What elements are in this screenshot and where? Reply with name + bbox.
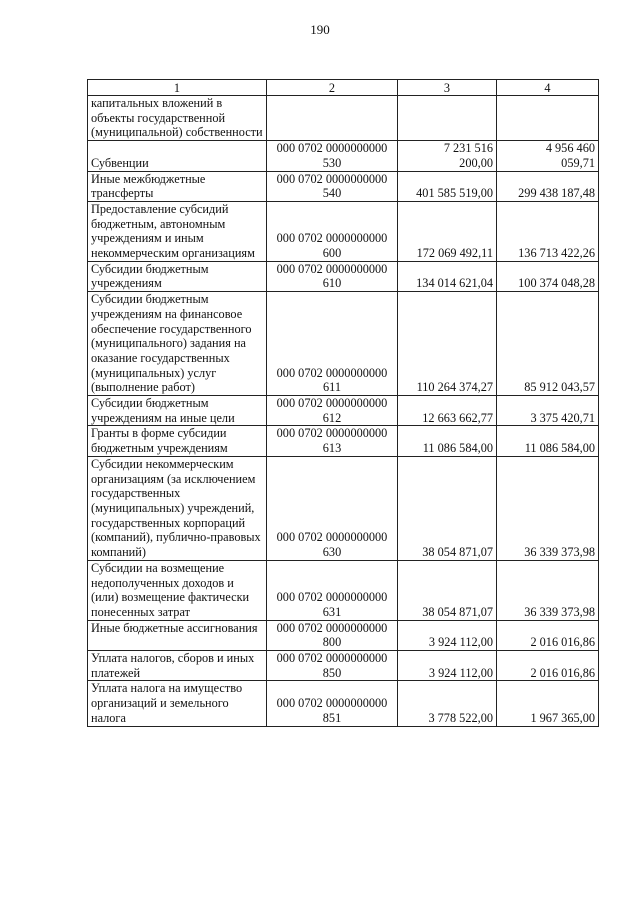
row-value-col3: 110 264 374,27 xyxy=(398,292,497,396)
table-row xyxy=(88,560,599,620)
row-value-col4: 136 713 422,26 xyxy=(497,201,599,261)
row-value-col4 xyxy=(497,141,599,171)
row-value-col3: 11 086 584,00 xyxy=(398,426,497,456)
row-code: 000 0702 0000000000 540 xyxy=(267,171,398,201)
table-row xyxy=(88,651,599,681)
row-value-col3: 38 054 871,07 xyxy=(398,560,497,620)
budget-table xyxy=(87,79,599,727)
row-name: Предоставление субсидий бюджетным, автономным учреждениям и иным некоммерческим организациям xyxy=(88,201,267,261)
row-code xyxy=(267,96,398,141)
row-value-col4: 2 016 016,86 xyxy=(497,620,599,650)
row-name: Гранты в форме субсидии бюджетным учреждениям xyxy=(88,426,267,456)
row-name: Субсидии бюджетным учреждениям на иные цели xyxy=(88,396,267,426)
row-code: 000 0702 0000000000 850 xyxy=(267,651,398,681)
row-name: Иные межбюджетные трансферты xyxy=(88,171,267,201)
table-row xyxy=(88,96,599,141)
row-value-col4: 100 374 048,28 xyxy=(497,261,599,291)
row-value-col4: 2 016 016,86 xyxy=(497,651,599,681)
row-name: Уплата налога на имущество организаций и земельного налога xyxy=(88,681,267,726)
row-name: Субсидии бюджетным учреждениям xyxy=(88,261,267,291)
table-header-row xyxy=(88,80,599,96)
row-value-col3: 401 585 519,00 xyxy=(398,171,497,201)
row-name: Субсидии на возмещение недополученных доходов и (или) возмещение фактически понесенных затрат xyxy=(88,560,267,620)
column-header-1: 1 xyxy=(88,80,267,96)
row-value-col4 xyxy=(497,96,599,141)
row-code: 000 0702 0000000000 530 xyxy=(267,141,398,171)
row-name: Иные бюджетные ассигнования xyxy=(88,620,267,650)
row-code: 000 0702 0000000000 600 xyxy=(267,201,398,261)
row-value-col3: 3 778 522,00 xyxy=(398,681,497,726)
row-code: 000 0702 0000000000 851 xyxy=(267,681,398,726)
table-row xyxy=(88,141,599,171)
row-value-col4: 36 339 373,98 xyxy=(497,560,599,620)
row-value-col4: 3 375 420,71 xyxy=(497,396,599,426)
row-value-col4: 11 086 584,00 xyxy=(497,426,599,456)
table-row xyxy=(88,201,599,261)
row-value-col4-text: 4 956 460 059,71 xyxy=(545,141,595,170)
row-code: 000 0702 0000000000 631 xyxy=(267,560,398,620)
row-value-col3 xyxy=(398,96,497,141)
row-name: Субсидии некоммерческим организациям (за исключением государственных (муниципальных) учреждений, государственных корпораций (компаний), публично-правовых компаний) xyxy=(88,456,267,560)
table-row xyxy=(88,396,599,426)
row-value-col4: 36 339 373,98 xyxy=(497,456,599,560)
row-value-col3: 172 069 492,11 xyxy=(398,201,497,261)
row-value-col4: 299 438 187,48 xyxy=(497,171,599,201)
table-row xyxy=(88,681,599,726)
row-value-col4: 1 967 365,00 xyxy=(497,681,599,726)
row-code: 000 0702 0000000000 610 xyxy=(267,261,398,291)
row-code: 000 0702 0000000000 800 xyxy=(267,620,398,650)
row-value-col3-text: 7 231 516 200,00 xyxy=(443,141,493,170)
row-value-col3: 38 054 871,07 xyxy=(398,456,497,560)
page-number: 190 xyxy=(310,22,330,37)
table-row xyxy=(88,426,599,456)
row-name: Субвенции xyxy=(88,141,267,171)
table-row xyxy=(88,456,599,560)
row-value-col3 xyxy=(398,141,497,171)
column-header-2: 2 xyxy=(267,80,398,96)
table-row xyxy=(88,620,599,650)
row-code: 000 0702 0000000000 613 xyxy=(267,426,398,456)
row-value-col3: 3 924 112,00 xyxy=(398,651,497,681)
row-value-col4: 85 912 043,57 xyxy=(497,292,599,396)
row-name: капитальных вложений в объекты государственной (муниципальной) собственности xyxy=(88,96,267,141)
row-name: Уплата налогов, сборов и иных платежей xyxy=(88,651,267,681)
row-value-col3: 134 014 621,04 xyxy=(398,261,497,291)
table-row xyxy=(88,261,599,291)
row-value-col3: 12 663 662,77 xyxy=(398,396,497,426)
row-code: 000 0702 0000000000 611 xyxy=(267,292,398,396)
row-code: 000 0702 0000000000 612 xyxy=(267,396,398,426)
row-name: Субсидии бюджетным учреждениям на финансовое обеспечение государственного (муниципального) задания на оказание государственных (муниципальных) услуг (выполнение работ) xyxy=(88,292,267,396)
table-row xyxy=(88,292,599,396)
row-code: 000 0702 0000000000 630 xyxy=(267,456,398,560)
column-header-4: 4 xyxy=(497,80,599,96)
row-value-col3: 3 924 112,00 xyxy=(398,620,497,650)
table-row xyxy=(88,171,599,201)
column-header-3: 3 xyxy=(398,80,497,96)
